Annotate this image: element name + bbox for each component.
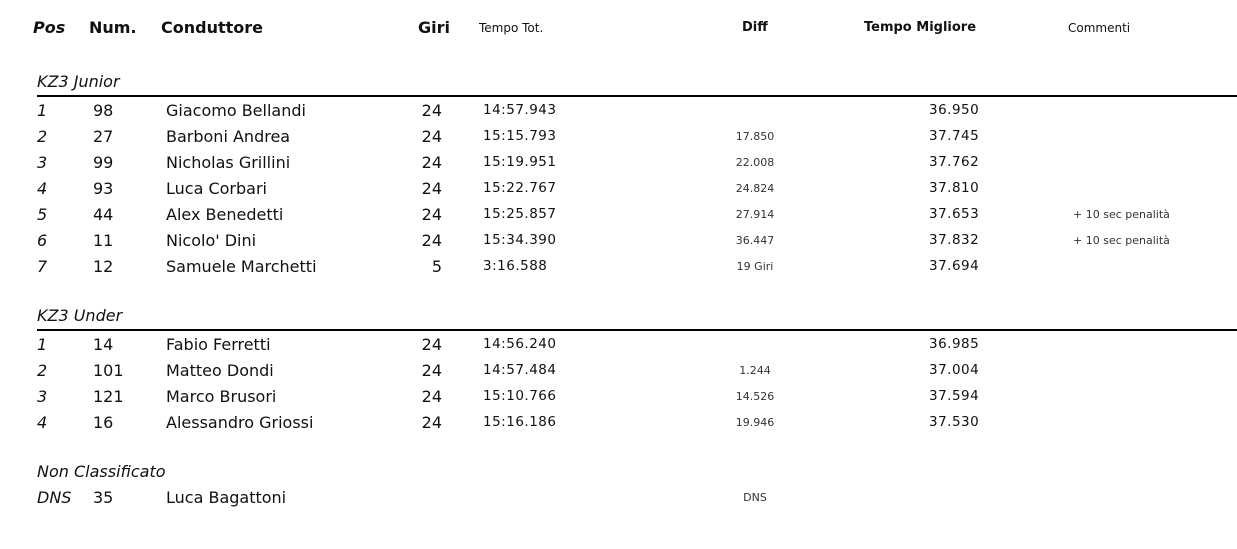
section-rows <box>0 99 1237 281</box>
cell-num: 121 <box>93 387 124 406</box>
header-num: Num. <box>89 18 137 37</box>
cell-driver: Nicholas Grillini <box>166 153 291 172</box>
table-row <box>0 385 1237 411</box>
cell-total-time: 15:22.767 <box>483 180 557 196</box>
cell-total-time: 15:16.186 <box>483 414 557 430</box>
cell-total-time: 15:15.793 <box>483 128 557 144</box>
table-row <box>0 203 1237 229</box>
cell-total-time: 14:57.943 <box>483 102 557 118</box>
cell-diff: 27.914 <box>735 208 775 221</box>
cell-driver: Alessandro Griossi <box>166 413 314 432</box>
cell-comment: + 10 sec penalità <box>1073 234 1170 247</box>
cell-laps: 24 <box>421 361 442 380</box>
cell-best-time: 36.985 <box>929 336 980 352</box>
cell-pos: DNS <box>37 488 72 507</box>
cell-num: 12 <box>93 257 114 276</box>
cell-best-time: 37.762 <box>929 154 980 170</box>
cell-driver: Barboni Andrea <box>166 127 291 146</box>
cell-total-time: 15:10.766 <box>483 388 557 404</box>
section-divider <box>37 95 1237 97</box>
cell-diff: 19.946 <box>735 416 775 429</box>
cell-best-time: 37.745 <box>929 128 980 144</box>
cell-total-time: 3:16.588 <box>483 258 548 274</box>
cell-pos: 5 <box>37 205 48 224</box>
cell-pos: 7 <box>37 257 48 276</box>
header-diff: Diff <box>742 20 768 35</box>
cell-comment: + 10 sec penalità <box>1073 208 1170 221</box>
cell-laps: 24 <box>421 413 442 432</box>
cell-best-time: 37.530 <box>929 414 980 430</box>
cell-num: 27 <box>93 127 114 146</box>
cell-total-time: 15:34.390 <box>483 232 557 248</box>
cell-diff: 14.526 <box>735 390 775 403</box>
cell-best-time: 37.694 <box>929 258 980 274</box>
section-divider <box>37 329 1237 331</box>
table-row <box>0 151 1237 177</box>
cell-num: 93 <box>93 179 114 198</box>
header-comments: Commenti <box>1068 21 1131 35</box>
cell-best-time: 37.594 <box>929 388 980 404</box>
cell-pos: 3 <box>37 153 48 172</box>
section-title: Non Classificato <box>37 462 166 481</box>
cell-diff: 19 Giri <box>736 260 774 273</box>
cell-driver: Giacomo Bellandi <box>166 101 306 120</box>
cell-best-time: 37.832 <box>929 232 980 248</box>
cell-diff: 17.850 <box>735 130 775 143</box>
table-row <box>0 125 1237 151</box>
cell-driver: Fabio Ferretti <box>166 335 271 354</box>
cell-driver: Luca Bagattoni <box>166 488 287 507</box>
header-driver: Conduttore <box>161 18 263 37</box>
cell-laps: 24 <box>421 179 442 198</box>
cell-laps: 24 <box>421 153 442 172</box>
cell-num: 98 <box>93 101 114 120</box>
cell-diff: 24.824 <box>735 182 775 195</box>
cell-diff: 1.244 <box>739 364 771 377</box>
cell-num: 16 <box>93 413 114 432</box>
cell-pos: 1 <box>37 101 48 120</box>
cell-best-time: 37.004 <box>929 362 980 378</box>
cell-best-time: 36.950 <box>929 102 980 118</box>
cell-diff: 22.008 <box>735 156 775 169</box>
cell-num: 14 <box>93 335 114 354</box>
cell-total-time: 14:56.240 <box>483 336 557 352</box>
cell-pos: 3 <box>37 387 48 406</box>
header-laps: Giri <box>418 18 450 37</box>
header-total-time: Tempo Tot. <box>479 21 544 35</box>
cell-driver: Alex Benedetti <box>166 205 284 224</box>
table-row <box>0 411 1237 437</box>
cell-diff: 36.447 <box>735 234 775 247</box>
cell-pos: 4 <box>37 179 48 198</box>
cell-num: 44 <box>93 205 114 224</box>
cell-best-time: 37.810 <box>929 180 980 196</box>
cell-total-time: 15:19.951 <box>483 154 557 170</box>
cell-num: 11 <box>93 231 114 250</box>
header-best-time: Tempo Migliore <box>864 20 977 35</box>
cell-driver: Marco Brusori <box>166 387 277 406</box>
cell-total-time: 15:25.857 <box>483 206 557 222</box>
cell-pos: 4 <box>37 413 48 432</box>
cell-total-time: 14:57.484 <box>483 362 557 378</box>
section-rows <box>0 486 1237 512</box>
cell-num: 35 <box>93 488 114 507</box>
cell-pos: 2 <box>37 361 48 380</box>
section-title: KZ3 Under <box>37 306 123 325</box>
cell-driver: Luca Corbari <box>166 179 267 198</box>
table-row <box>0 177 1237 203</box>
cell-pos: 1 <box>37 335 48 354</box>
cell-laps: 24 <box>421 335 442 354</box>
cell-laps: 24 <box>421 205 442 224</box>
table-row <box>0 359 1237 385</box>
table-row <box>0 229 1237 255</box>
cell-laps: 5 <box>431 257 442 276</box>
cell-diff: DNS <box>743 491 767 504</box>
cell-num: 99 <box>93 153 114 172</box>
cell-driver: Matteo Dondi <box>166 361 274 380</box>
cell-laps: 24 <box>421 127 442 146</box>
cell-driver: Samuele Marchetti <box>166 257 317 276</box>
cell-pos: 2 <box>37 127 48 146</box>
section-rows <box>0 333 1237 437</box>
cell-laps: 24 <box>421 387 442 406</box>
cell-driver: Nicolo' Dini <box>166 231 257 250</box>
cell-laps: 24 <box>421 101 442 120</box>
section-title: KZ3 Junior <box>37 72 120 91</box>
cell-best-time: 37.653 <box>929 206 980 222</box>
cell-laps: 24 <box>421 231 442 250</box>
header-pos: Pos <box>33 18 66 37</box>
table-row <box>0 486 1237 512</box>
table-row <box>0 333 1237 359</box>
cell-num: 101 <box>93 361 124 380</box>
cell-pos: 6 <box>37 231 48 250</box>
table-row <box>0 255 1237 281</box>
table-row <box>0 99 1237 125</box>
